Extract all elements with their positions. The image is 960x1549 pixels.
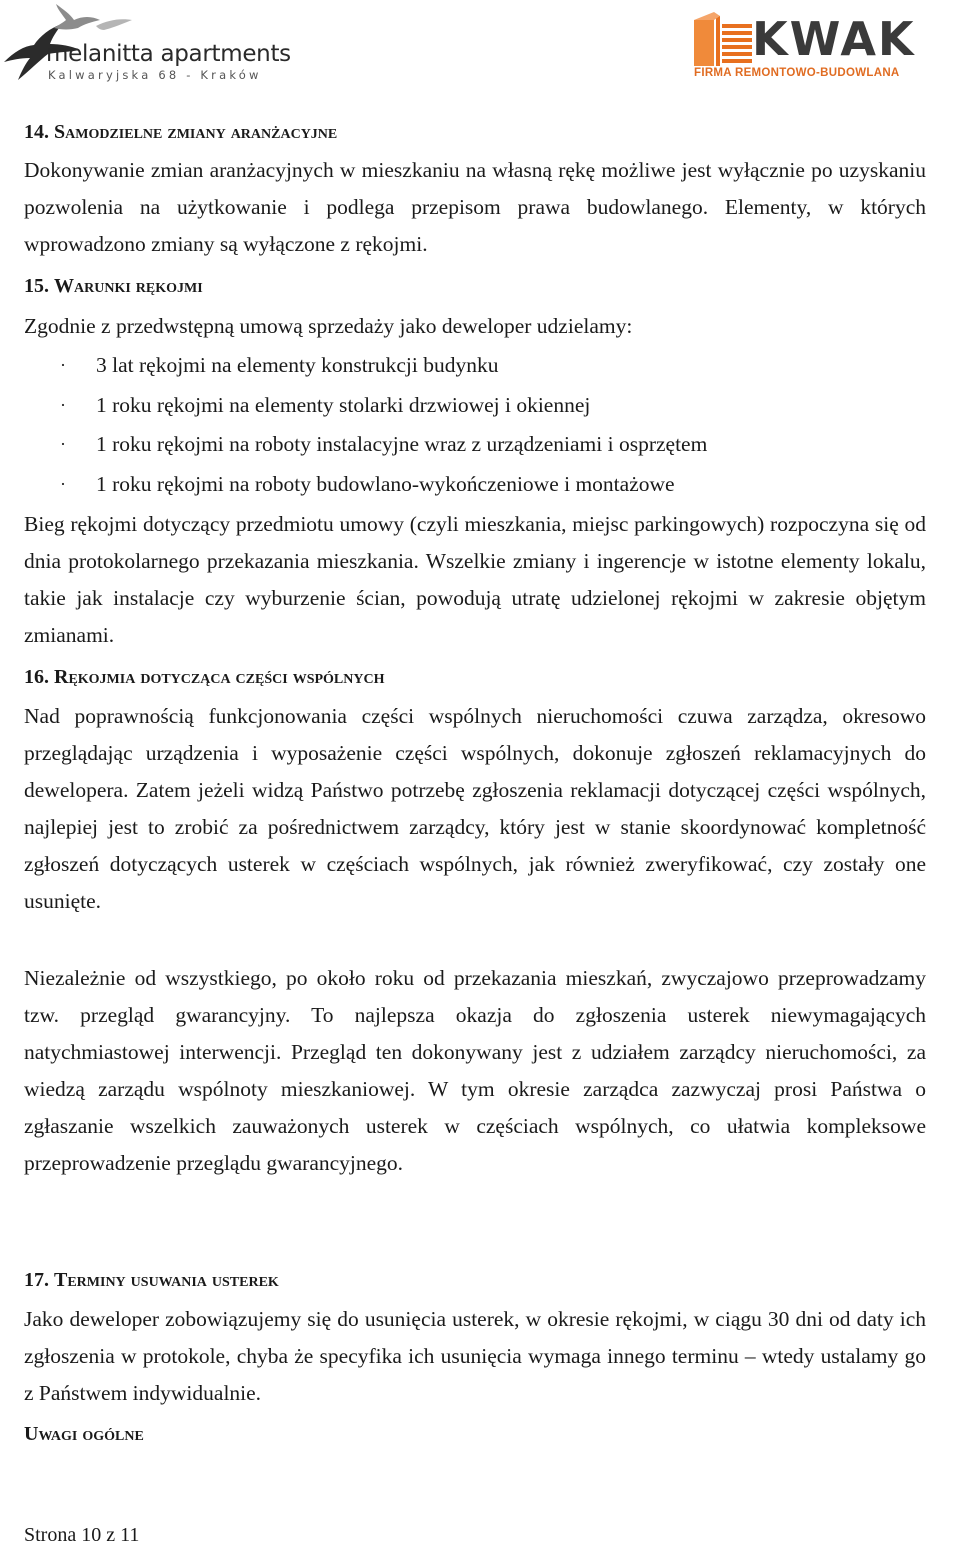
kwak-brand-name: KWAK — [752, 12, 916, 66]
section-15-number: 15. — [24, 275, 49, 297]
section-15-title: Warunki rękojmi — [54, 275, 203, 297]
kwak-tagline: FIRMA REMONTOWO-BUDOWLANA — [694, 67, 900, 79]
bullet-icon: · — [60, 434, 66, 454]
section-17-title: Terminy usuwania usterek — [54, 1269, 279, 1291]
list-item: · 3 lat rękojmi na elementy konstrukcji budynku — [24, 346, 926, 386]
section-15-text: Bieg rękojmi dotyczący przedmiotu umowy (czyli mieszkania, miejsc parkingowych) rozpoczyna się od dnia protokolarnego przekazania mieszkania. Wszelkie zmiany i ingerencje w istotne elementy lokalu, takie jak instalacje czy wyburzenie ścian, powodują utratę udzielonej rękojmi w zakresie objętym zmianami. — [24, 512, 926, 647]
melanitta-brand-name: melanitta apartments — [46, 41, 291, 67]
section-15-heading — [24, 272, 203, 300]
section-14-title: Samodzielne zmiany aranżacyjne — [54, 121, 338, 143]
page-number: Strona 10 z 11 — [24, 1524, 140, 1546]
kwak-logo — [690, 10, 952, 85]
section-17-number: 17. — [24, 1269, 49, 1291]
section-15-intro: Zgodnie z przedwstępną umową sprzedaży jako deweloper udzielamy: — [24, 314, 633, 338]
section-17-text: Jako deweloper zobowiązujemy się do usunięcia usterek, w okresie rękojmi, w ciągu 30 dni od daty ich zgłoszenia w protokole, chyba że specyfika ich usunięcia wymaga innego terminu – wtedy ustalamy go z Państwem indywidualnie. — [24, 1307, 926, 1405]
section-16-text-2: Niezależnie od wszystkiego, po około roku od przekazania mieszkań, zwyczajowo przeprowadzamy tzw. przegląd gwarancyjny. To najlepsza okazja do zgłoszenia usterek niewymagających natychmiastowej interwencji. Przegląd ten dokonywany jest z udziałem zarządcy nieruchomości, za wiedzą zarządu wspólnoty mieszkaniowej. W tym okresie zarządca zazwyczaj prosi Państwa o zgłaszanie wszelkich zauważonych usterek w częściach wspólnych, co ułatwia kompleksowe przeprowadzenie przeglądu gwarancyjnego. — [24, 966, 926, 1175]
bullet-icon: · — [60, 473, 66, 494]
section-16-heading — [24, 663, 384, 691]
section-16-text-1: Nad poprawnością funkcjonowania części wspólnych nieruchomości czuwa zarządza, okresowo przeglądając urządzenia i wyposażenie części wspólnych, dokonuje zgłoszeń reklamacyjnych do dewelopera. Zatem jeżeli widzą Państwo potrzebę zgłoszenia reklamacji dotyczącej części wspólnych, najlepiej jest to zrobić za pośrednictwem zarządcy, który jest w stanie skoordynować kompletność zgłoszeń dotyczących usterek w częściach wspólnych, jak również zweryfikować, czy zostały one usunięte. — [24, 704, 926, 913]
warranty-list — [24, 346, 926, 504]
bullet-icon: · — [60, 355, 66, 375]
list-item: · 1 roku rękojmi na roboty instalacyjne wraz z urządzeniami i osprzętem — [24, 425, 926, 465]
section-14-number: 14. — [24, 121, 49, 143]
section-16-number: 16. — [24, 666, 49, 688]
list-item: · 1 roku rękojmi na elementy stolarki drzwiowej i okiennej — [24, 386, 926, 426]
section-16-title: Rękojmia dotycząca części wspólnych — [54, 666, 385, 688]
general-remarks-heading — [24, 1420, 144, 1448]
general-remarks-title: Uwagi ogólne — [24, 1423, 144, 1445]
section-14-heading — [24, 118, 337, 146]
section-17-heading — [24, 1266, 279, 1294]
section-14-text: Dokonywanie zmian aranżacyjnych w mieszkaniu na własną rękę możliwe jest wyłącznie po uzyskaniu pozwolenia na użytkowanie i podlega przepisom prawa budowlanego. Elementy, w których wprowadzono zmiany są wyłączone z rękojmi. — [24, 158, 926, 256]
building-stripes-logo-icon — [690, 10, 760, 68]
bullet-icon: · — [60, 394, 66, 415]
melanitta-address: Kalwaryjska 68 - Kraków — [48, 68, 262, 82]
melanitta-logo — [0, 0, 290, 95]
list-item: · 1 roku rękojmi na roboty budowlano-wykończeniowe i montażowe — [24, 465, 926, 505]
